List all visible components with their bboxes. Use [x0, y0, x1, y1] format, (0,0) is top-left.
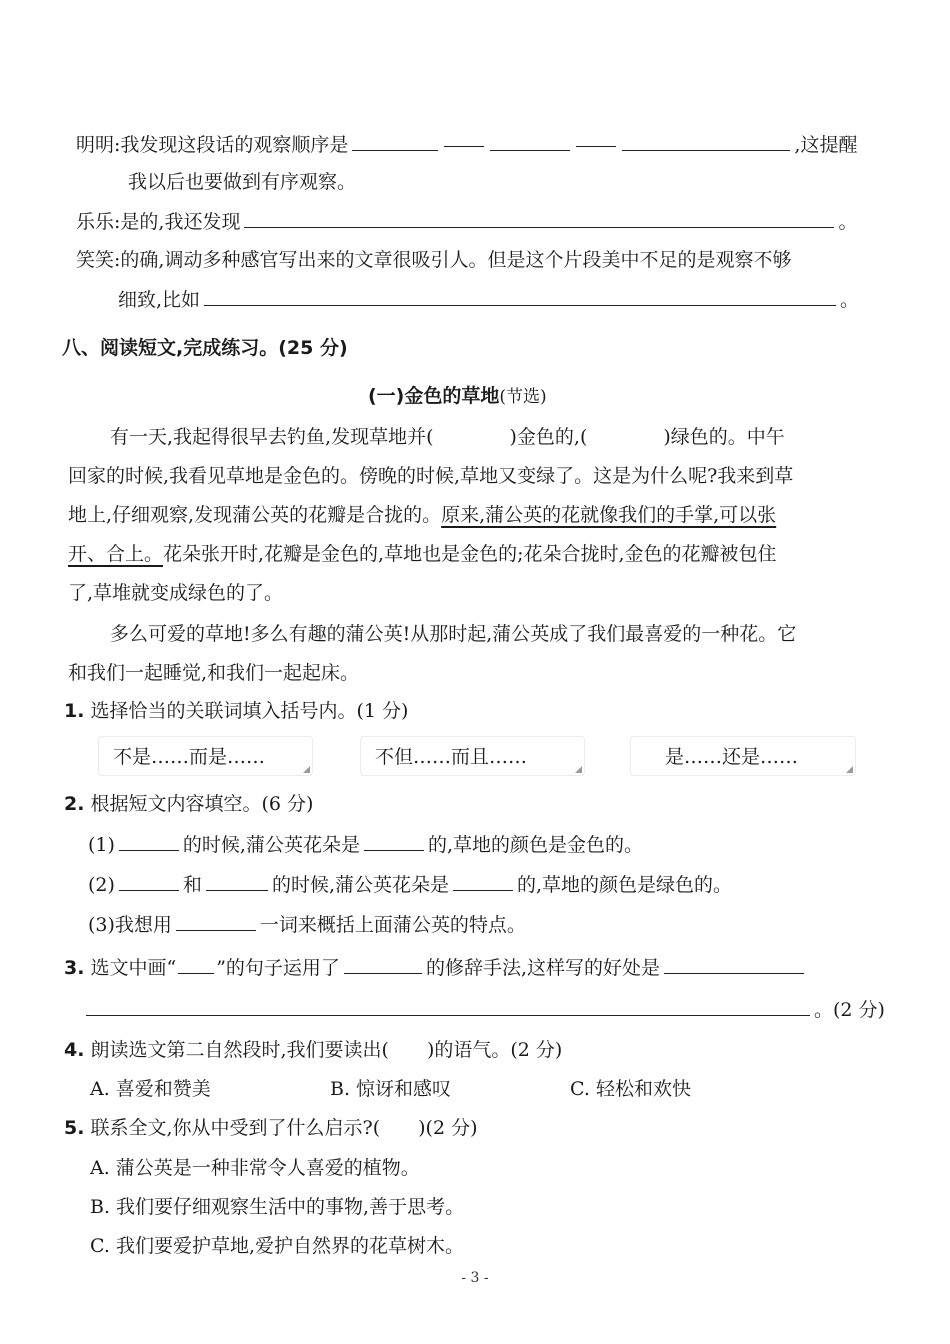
passage-text: 地上,仔细观察,发现蒲公英的花瓣是合拢的。 — [68, 504, 442, 526]
dash — [576, 146, 616, 147]
answer-blank[interactable] — [622, 130, 790, 151]
answer-blank[interactable] — [86, 995, 810, 1016]
option-text: 是……还是…… — [665, 746, 799, 768]
mingming-text-end: ,这提醒 — [794, 134, 858, 156]
question-number: 1. — [64, 700, 85, 722]
item-label: (2) — [88, 874, 115, 896]
answer-blank[interactable] — [119, 830, 179, 851]
answer-blank[interactable] — [206, 870, 268, 891]
question-text: 朗读选文第二自然段时,我们要读出( )的语气。(2 分) — [90, 1039, 563, 1061]
question-number: 4. — [64, 1039, 85, 1061]
page-number: - 3 - — [461, 1270, 489, 1286]
answer-blank[interactable] — [244, 207, 834, 228]
passage-line: 多么可爱的草地!多么有趣的蒲公英!从那时起,蒲公英成了我们最喜爱的一种花。它 — [110, 623, 797, 645]
question-text: ”的句子运用了 — [216, 957, 340, 979]
passage-line: 回家的时候,我看见草地是金色的。傍晚的时候,草地又变绿了。这是为什么呢?我来到草 — [68, 465, 794, 487]
answer-blank[interactable] — [490, 130, 570, 151]
option-card[interactable] — [98, 736, 313, 776]
question-3 — [64, 953, 808, 982]
option-card[interactable] — [630, 736, 856, 776]
xiaoxiao-text: 细致,比如 — [118, 289, 201, 311]
choice-a[interactable]: A. 喜爱和赞美 — [90, 1078, 211, 1100]
period: 。 — [840, 289, 860, 311]
item-text: (3)我想用 — [88, 914, 172, 936]
passage-line: 了,草堆就变成绿色的了。 — [68, 582, 284, 604]
question-number: 5. — [64, 1117, 85, 1139]
item-text: 和 — [182, 874, 202, 896]
answer-blank[interactable] — [664, 953, 804, 974]
dialogue-mingming-line1 — [76, 130, 857, 159]
passage-line: 和我们一起睡觉,和我们一起起床。 — [68, 662, 360, 684]
dialogue-xiaoxiao-line1: 笑笑:的确,调动多种感官写出来的文章很吸引人。但是这个片段美中不足的是观察不够 — [76, 249, 792, 271]
corner-mark-icon — [303, 766, 310, 773]
item-text: 一词来概括上面蒲公英的特点。 — [259, 914, 526, 936]
dialogue-xiaoxiao-line2 — [118, 285, 859, 314]
corner-mark-icon — [575, 766, 582, 773]
dash — [444, 146, 484, 147]
underlined-sentence: 开、合上。 — [68, 543, 164, 565]
option-text: 不是……而是…… — [113, 746, 266, 768]
section-heading: 八、阅读短文,完成练习。(25 分) — [62, 337, 348, 359]
passage-text: 花朵张开时,花瓣是金色的,草地也是金色的;花朵合拢时,金色的花瓣被包住 — [163, 543, 777, 565]
passage-line: 有一天,我起得很早去钓鱼,发现草地并( )金色的,( )绿色的。中午 — [110, 426, 785, 448]
question-5 — [64, 1114, 478, 1142]
choice-b[interactable]: B. 我们要仔细观察生活中的事物,善于思考。 — [90, 1196, 465, 1218]
underlined-sentence: 原来,蒲公英的花就像我们的手掌,可以张 — [441, 504, 777, 526]
question-text: 根据短文内容填空。(6 分) — [90, 793, 314, 815]
answer-blank[interactable] — [204, 285, 836, 306]
question-number: 3. — [64, 957, 85, 979]
question-number: 2. — [64, 793, 85, 815]
question-text: 。(2 分) — [814, 999, 885, 1021]
choice-a[interactable]: A. 蒲公英是一种非常令人喜爱的植物。 — [90, 1157, 420, 1179]
period: 。 — [838, 211, 858, 233]
passage-title — [368, 382, 547, 411]
item-text: 的时候,蒲公英花朵是 — [182, 834, 360, 856]
question-2-item-1 — [88, 830, 643, 859]
lele-text: 乐乐:是的,我还发现 — [76, 211, 241, 233]
question-4 — [64, 1036, 562, 1064]
choice-c[interactable]: C. 轻松和欢快 — [570, 1078, 691, 1100]
passage-line — [68, 540, 777, 568]
item-text: 的时候,蒲公英花朵是 — [271, 874, 449, 896]
question-2-item-2 — [88, 870, 732, 899]
question-text: 联系全文,你从中受到了什么启示?( )(2 分) — [90, 1117, 478, 1139]
dialogue-mingming-line2: 我以后也要做到有序观察。 — [128, 171, 357, 193]
answer-blank[interactable] — [119, 870, 179, 891]
choice-c[interactable]: C. 我们要爱护草地,爱护自然界的花草树木。 — [90, 1235, 464, 1257]
answer-blank[interactable] — [364, 830, 424, 851]
item-text: 的,草地的颜色是绿色的。 — [516, 874, 733, 896]
answer-blank[interactable] — [352, 130, 438, 151]
answer-blank[interactable] — [453, 870, 513, 891]
corner-mark-icon — [846, 766, 853, 773]
dialogue-lele — [76, 207, 857, 236]
item-text: 的,草地的颜色是金色的。 — [427, 834, 644, 856]
mingming-text: 明明:我发现这段话的观察顺序是 — [76, 134, 349, 156]
item-label: (1) — [88, 834, 115, 856]
underline-sample — [178, 953, 214, 974]
question-text: 的修辞手法,这样写的好处是 — [425, 957, 660, 979]
option-card[interactable] — [360, 736, 585, 776]
answer-blank[interactable] — [344, 953, 422, 974]
question-text: 选择恰当的关联词填入括号内。(1 分) — [90, 700, 409, 722]
question-3-line2 — [86, 995, 885, 1024]
question-2-item-3 — [88, 910, 526, 939]
choice-b[interactable]: B. 惊讶和感叹 — [330, 1078, 452, 1100]
passage-title-note: (节选) — [499, 387, 547, 407]
option-text: 不但……而且…… — [375, 746, 528, 768]
question-1 — [64, 697, 408, 725]
passage-line — [68, 501, 776, 529]
question-2 — [64, 790, 313, 818]
answer-blank[interactable] — [176, 910, 256, 931]
passage-title-text: (一)金色的草地 — [368, 385, 500, 407]
question-text: 选文中画“ — [90, 957, 177, 979]
